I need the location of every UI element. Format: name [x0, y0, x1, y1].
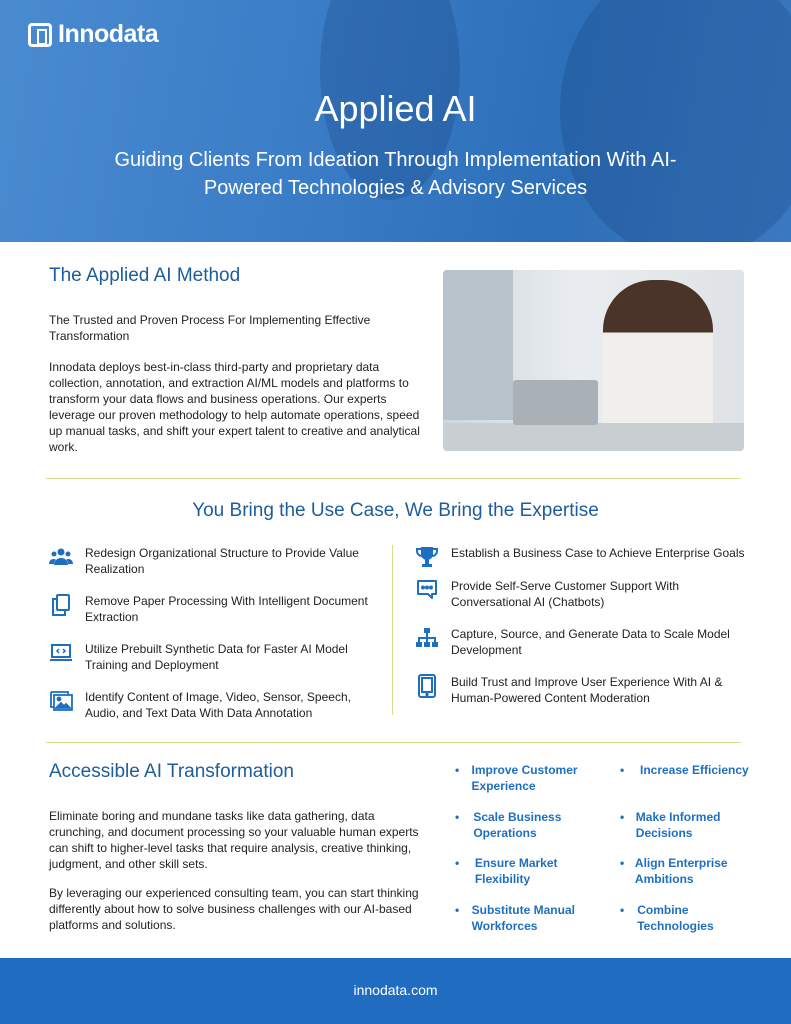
page-title: Applied AI [314, 88, 477, 129]
benefit-text: Substitute Manual Workforces [471, 902, 575, 933]
bullet-icon: • [620, 763, 625, 777]
benefit-bullet [620, 902, 750, 934]
benefit-text: Make Informed Decisions [635, 809, 721, 840]
hero-banner [0, 0, 791, 242]
use-case-text: Build Trust and Improve User Experience With AI & Human-Powered Content Moderation [451, 675, 723, 705]
use-case-item [415, 578, 745, 610]
benefit-bullet [620, 762, 750, 778]
accessible-heading: Accessible AI Transformation [49, 761, 294, 782]
chip-icon [28, 23, 52, 47]
method-body: Innodata deploys best-in-class third-party and proprietary data collection, annotation, and extraction AI/ML models and platforms to transform your data flows and business operations. Our experts leverage our proven methodology to help automate operations, speed up manual tasks, and shift your expert talent to creative and analytical work. [49, 360, 420, 454]
divider [46, 478, 741, 479]
tablet-icon [415, 674, 439, 698]
benefit-text: Increase Efficiency [640, 763, 749, 777]
use-case-item [415, 545, 745, 569]
benefit-bullet [455, 902, 615, 934]
innodata-logo[interactable] [28, 20, 158, 49]
use-case-text: Provide Self-Serve Customer Support With Conversational AI (Chatbots) [451, 579, 680, 609]
use-case-item [49, 593, 369, 625]
use-case-text: Utilize Prebuilt Synthetic Data for Faster AI Model Training and Deployment [85, 642, 348, 672]
benefit-text: Scale Business Operations [473, 809, 562, 840]
footer [0, 958, 791, 1024]
use-case-item [49, 545, 369, 577]
bullet-icon: • [455, 902, 460, 917]
expertise-heading: You Bring the Use Case, We Bring the Expertise [192, 500, 599, 521]
use-case-text: Identify Content of Image, Video, Sensor, Speech, Audio, and Text Data With Data Annotation [85, 690, 351, 720]
trophy-icon [415, 545, 439, 569]
images-icon [49, 689, 73, 713]
logo-text: Innodata [58, 20, 159, 48]
benefit-bullet [455, 855, 615, 887]
chat-icon [415, 578, 439, 602]
method-heading: The Applied AI Method [49, 265, 241, 286]
page-subtitle: Guiding Clients From Ideation Through Implementation With AI-Powered Technologies & Advisory Services [114, 149, 677, 199]
bullet-icon: • [620, 902, 625, 917]
bullet-icon: • [455, 763, 460, 777]
benefit-bullet [620, 855, 750, 887]
bullet-icon: • [620, 809, 625, 824]
benefit-bullet [455, 762, 615, 794]
use-case-item [415, 674, 745, 706]
use-case-text: Redesign Organizational Structure to Provide Value Realization [85, 546, 359, 576]
use-case-item [415, 626, 745, 658]
accessible-paragraph-1: Eliminate boring and mundane tasks like data gathering, data crunching, and document processing so your valuable human experts can shift to higher-level tasks that require analysis, creative thinking, judgment, and other skill sets. [49, 809, 419, 871]
column-divider [392, 545, 393, 715]
benefit-text: Ensure Market Flexibility [474, 856, 558, 886]
bullet-icon: • [455, 856, 460, 870]
method-lead: The Trusted and Proven Process For Implementing Effective Transformation [49, 313, 371, 343]
hierarchy-icon [415, 626, 439, 650]
documents-icon [49, 593, 73, 617]
bullet-icon: • [620, 856, 625, 870]
use-case-text: Capture, Source, and Generate Data to Scale Model Development [451, 627, 730, 657]
divider [46, 742, 741, 743]
use-case-text: Establish a Business Case to Achieve Enterprise Goals [451, 546, 745, 560]
use-case-item [49, 641, 369, 673]
benefit-bullet [620, 809, 750, 841]
benefit-text: Combine Technologies [637, 902, 714, 933]
accessible-paragraph-2: By leveraging our experienced consulting team, you can start thinking differently about how to solve business challenges with our AI-based platforms and solutions. [49, 886, 419, 932]
users-icon [49, 545, 73, 569]
benefit-text: Improve Customer Experience [471, 763, 578, 793]
use-case-item [49, 689, 369, 721]
bullet-icon: • [455, 809, 460, 824]
benefit-bullet [455, 809, 615, 841]
laptop-code-icon [49, 641, 73, 665]
footer-url[interactable]: innodata.com [353, 982, 438, 998]
use-case-text: Remove Paper Processing With Intelligent Document Extraction [85, 594, 368, 624]
benefit-text: Align Enterprise Ambitions [634, 856, 728, 886]
woman-at-laptop-photo [443, 270, 744, 451]
